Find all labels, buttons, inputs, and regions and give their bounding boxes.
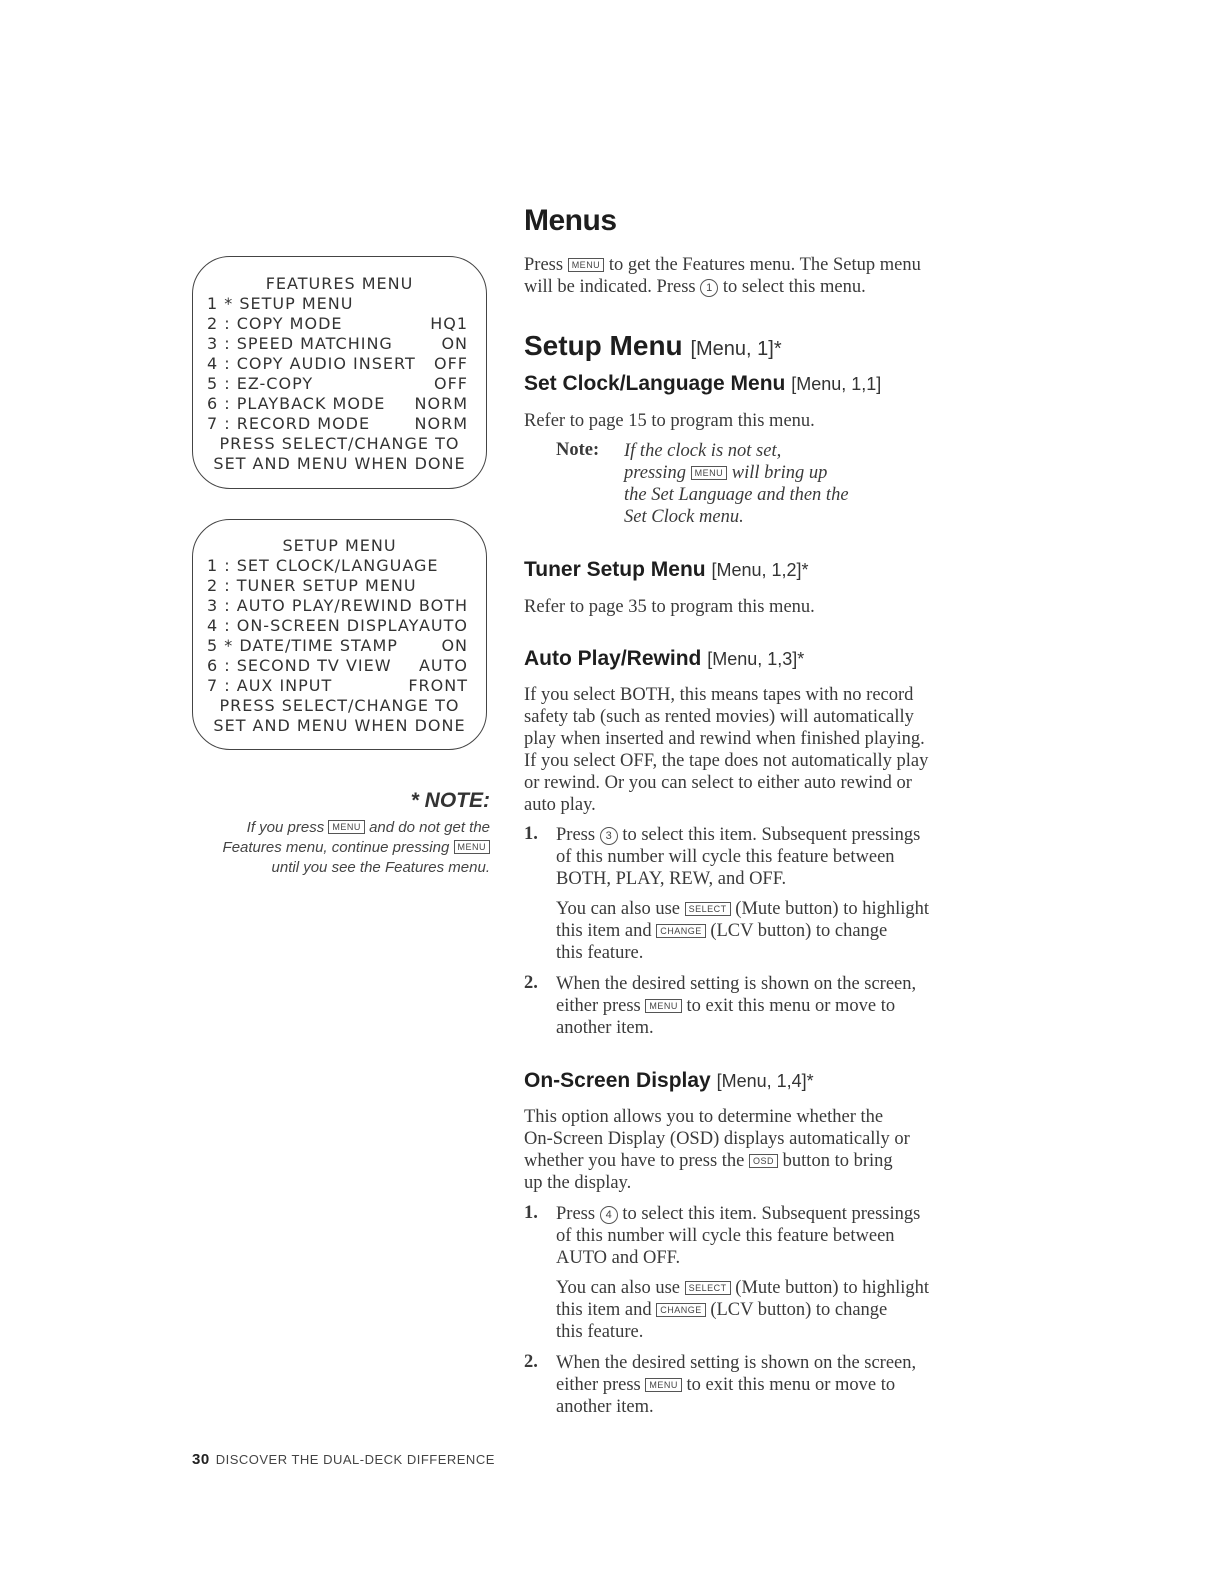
- setup-menu-heading: Setup Menu [Menu, 1]*: [524, 330, 782, 361]
- select-key-icon: SELECT: [685, 902, 731, 916]
- menu-key-icon: MENU: [568, 258, 605, 272]
- features-menu-title: FEATURES MENU: [265, 274, 414, 293]
- menu-row: 3 : AUTO PLAY/REWIND BOTH: [207, 596, 468, 615]
- set-clock-heading: Set Clock/Language Menu [Menu, 1,1]: [524, 372, 882, 395]
- digit-1-icon: 1: [700, 279, 718, 297]
- menu-row: 2 : COPY MODE HQ1: [207, 314, 468, 333]
- osd-step-1: Press 4 to select this item. Subsequent pressings of this number will cycle this feature between AUTO and OFF.: [556, 1204, 921, 1268]
- side-note-line: Features menu, continue pressing MENU: [190, 838, 490, 859]
- osd-step-2: When the desired setting is shown on the screen, either press MENU to exit this menu or move to another item.: [556, 1353, 917, 1417]
- menu-row: 1 * SETUP MENU: [207, 294, 354, 313]
- page-footer: [192, 1451, 495, 1468]
- menu-row: 5 * DATE/TIME STAMP ON: [207, 636, 468, 655]
- step-number: 1.: [524, 1203, 538, 1223]
- note-text: If the clock is not set, pressing MENU will bring up the Set Language and then the Set Clock menu.: [624, 441, 849, 527]
- features-menu-screen: [192, 256, 487, 489]
- menu-row: 4 : ON-SCREEN DISPLAY AUTO: [207, 616, 468, 635]
- menu-key-icon: MENU: [691, 466, 728, 480]
- footer-text: DISCOVER THE DUAL-DECK DIFFERENCE: [215, 1452, 495, 1467]
- menu-row: 1 : SET CLOCK/LANGUAGE: [207, 556, 439, 575]
- menu-footer: SET AND MENU WHEN DONE: [213, 716, 466, 735]
- menus-heading: Menus: [524, 204, 617, 237]
- auto-step-2: When the desired setting is shown on the screen, either press MENU to exit this menu or move to another item.: [556, 974, 917, 1038]
- digit-3-icon: 3: [600, 827, 618, 845]
- menu-footer: PRESS SELECT/CHANGE TO: [219, 434, 460, 453]
- tuner-heading: Tuner Setup Menu [Menu, 1,2]*: [524, 558, 809, 581]
- menu-row: 7 : RECORD MODE NORM: [207, 414, 468, 433]
- osd-key-icon: OSD: [749, 1154, 778, 1168]
- auto-step-1-alt: You can also use SELECT (Mute button) to highlight this item and CHANGE (LCV button) to change this feature.: [556, 899, 930, 963]
- setup-menu-screen: [192, 519, 487, 750]
- menu-row: 6 : PLAYBACK MODE NORM: [207, 394, 468, 413]
- note-label: Note:: [556, 440, 600, 460]
- page-number: 30: [192, 1451, 210, 1468]
- change-key-icon: CHANGE: [656, 1303, 706, 1317]
- auto-play-paragraph: If you select BOTH, this means tapes with no record safety tab (such as rented movies) will automatically play when inserted and rewind when finished playing. If you select OFF, the tape does not automatically play or rewind. Or you can select to either auto rewind or auto play.: [524, 685, 929, 815]
- menu-row: 7 : AUX INPUT FRONT: [207, 676, 468, 695]
- change-key-icon: CHANGE: [656, 924, 706, 938]
- select-key-icon: SELECT: [685, 1281, 731, 1295]
- setup-menu-title: SETUP MENU: [282, 536, 397, 555]
- digit-4-icon: 4: [600, 1206, 618, 1224]
- menu-key-icon: MENU: [645, 999, 682, 1013]
- clock-note: [556, 440, 849, 527]
- menu-key-icon: MENU: [645, 1378, 682, 1392]
- menu-row: 4 : COPY AUDIO INSERT OFF: [207, 354, 468, 373]
- menu-footer: PRESS SELECT/CHANGE TO: [219, 696, 460, 715]
- menu-row: 3 : SPEED MATCHING ON: [207, 334, 468, 353]
- step-number: 2.: [524, 1352, 538, 1372]
- side-note-line: If you press MENU and do not get the: [246, 819, 490, 836]
- menu-row: 6 : SECOND TV VIEW AUTO: [207, 656, 468, 675]
- menu-key-icon: MENU: [454, 840, 491, 854]
- menu-key-icon: MENU: [328, 820, 365, 834]
- step-number: 1.: [524, 824, 538, 844]
- auto-step-1: Press 3 to select this item. Subsequent pressings of this number will cycle this feature between BOTH, PLAY, REW, and OFF.: [556, 825, 921, 889]
- osd-step-1-alt: You can also use SELECT (Mute button) to highlight this item and CHANGE (LCV button) to change this feature.: [556, 1278, 930, 1342]
- menu-row: 5 : EZ-COPY OFF: [207, 374, 468, 393]
- menu-row: 2 : TUNER SETUP MENU: [207, 576, 417, 595]
- set-clock-text: Refer to page 15 to program this menu.: [524, 411, 815, 431]
- side-note-line: until you see the Features menu.: [271, 859, 490, 876]
- auto-play-heading: Auto Play/Rewind [Menu, 1,3]*: [524, 647, 805, 670]
- tuner-text: Refer to page 35 to program this menu.: [524, 597, 815, 617]
- menu-footer: SET AND MENU WHEN DONE: [213, 454, 466, 473]
- osd-paragraph: This option allows you to determine whether the On-Screen Display (OSD) displays automatically or whether you have to press the OSD button to bring up the display.: [524, 1107, 910, 1193]
- side-note-heading: * NOTE:: [410, 789, 490, 812]
- menus-paragraph: Press MENU to get the Features menu. The Setup menu will be indicated. Press 1 to select this menu.: [524, 255, 921, 297]
- on-screen-display-heading: On-Screen Display [Menu, 1,4]*: [524, 1069, 814, 1092]
- step-number: 2.: [524, 973, 538, 993]
